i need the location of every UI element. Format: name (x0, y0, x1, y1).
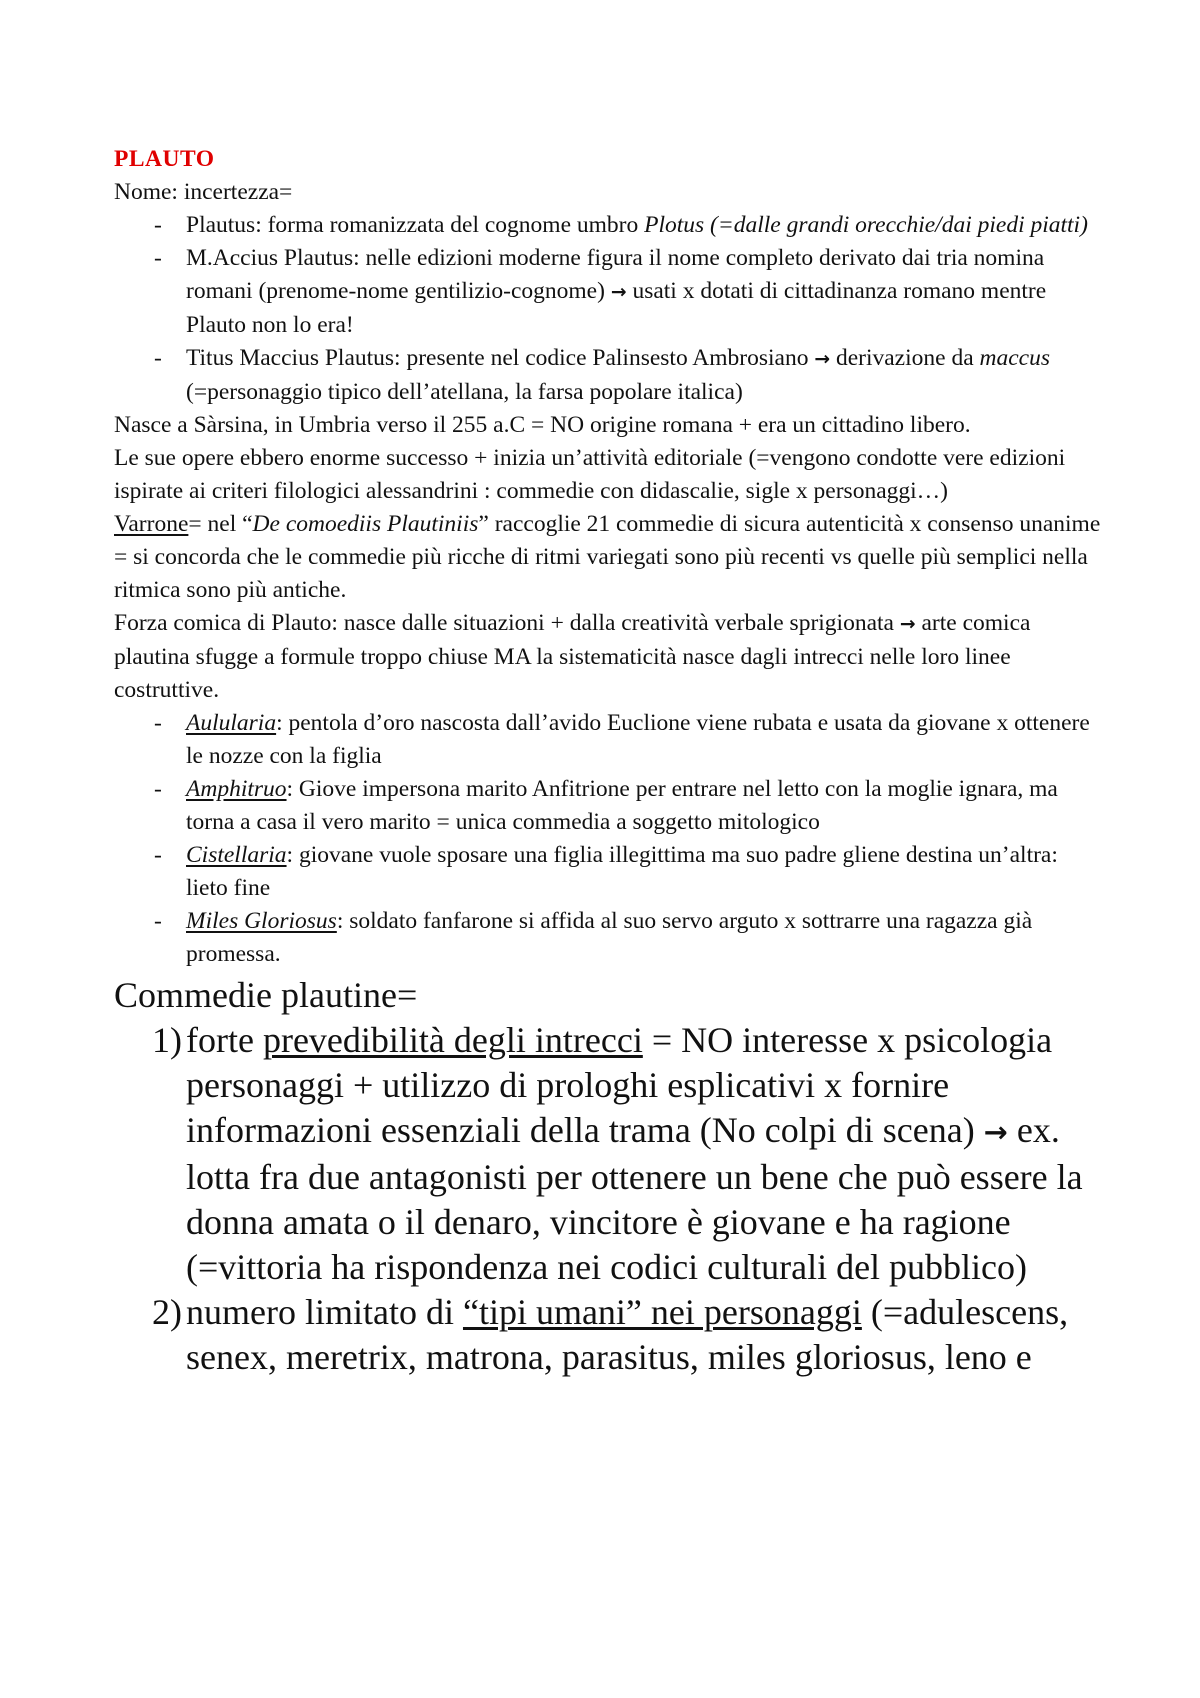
list-item (114, 1290, 1104, 1380)
list-item (114, 1018, 1104, 1290)
forza-text: Forza comica di Plauto: nasce dalle situazioni + dalla creatività verbale sprigionata (114, 610, 900, 636)
name-item-text: derivazione da (830, 345, 980, 371)
arrow-icon: → (983, 1115, 1008, 1149)
play-description: : Giove impersona marito Anfitrione per entrare nel letto con la moglie ignara, ma torna a casa il vero marito = unica commedia a soggetto mitologico (186, 776, 1058, 835)
name-intro: Nome: incertezza= (114, 179, 293, 205)
varrone-paragraph (114, 508, 1104, 607)
bullet: - (154, 776, 162, 802)
play-description: : pentola d’oro nascosta dall’avido Euclione viene rubata e usata da giovane x ottenere le nozze con la figlia (186, 710, 1090, 769)
opere-paragraph: Le sue opere ebbero enorme successo + inizia un’attività editoriale (=vengono condotte vere edizioni ispirate ai criteri filologici alessandrini : commedie con didascalie, sigle x personaggi…) (114, 445, 1066, 504)
list-item (114, 839, 1104, 905)
commedie-text: ex. lotta fra due antagonisti per ottenere un bene che può essere la donna amata o il denaro, vincitore è giovane e ha ragione (=vittoria ha rispondenza nei codici culturali del pubblico) (186, 1110, 1083, 1287)
play-title: Amphitruo (186, 776, 287, 802)
document-body (114, 143, 1104, 1380)
name-item-text: Titus Maccius Plautus: presente nel codice Palinsesto Ambrosiano (186, 345, 815, 371)
forza-text: arte comica plautina sfugge a formule troppo chiuse MA la sistematicità nasce dagli intrecci nelle loro linee costruttive. (114, 610, 1031, 703)
list-item (114, 707, 1104, 773)
name-item-italic: maccus (979, 345, 1050, 371)
nasce-paragraph: Nasce a Sàrsina, in Umbria verso il 255 a.C = NO origine romana + era un cittadino libero. (114, 412, 971, 438)
forza-paragraph (114, 607, 1104, 707)
document-title: PLAUTO (114, 146, 215, 172)
bullet: - (154, 908, 162, 934)
play-title: Aulularia (186, 710, 277, 736)
list-item (114, 242, 1104, 342)
play-description: : soldato fanfarone si affida al suo servo arguto x sottrarre una ragazza già promessa. (186, 908, 1033, 967)
list-item (114, 342, 1104, 409)
name-item-text: usati x dotati di cittadinanza romano mentre Plauto non lo era! (186, 278, 1047, 338)
varrone-text: ” raccoglie 21 commedie di sicura autenticità x consenso unanime = si concorda che le commedie più ricche di ritmi variegati sono più recenti vs quelle più semplici nella ritmica sono più antiche. (114, 511, 1101, 603)
varrone-text: = nel “ (188, 511, 253, 537)
bullet: - (154, 842, 162, 868)
name-item-text: Plautus: forma romanizzata del cognome umbro (186, 212, 645, 238)
arrow-icon: → (899, 614, 916, 635)
commedie-text: numero limitato di (186, 1292, 463, 1332)
name-item-text: (=personaggio tipico dell’atellana, la farsa popolare italica) (186, 379, 743, 405)
varrone-name: Varrone (114, 511, 189, 537)
name-item-italic: Plotus (=dalle grandi orecchie/dai piedi piatti) (644, 212, 1088, 238)
commedie-list (114, 1018, 1104, 1380)
plays-list (114, 707, 1104, 971)
bullet: - (154, 245, 162, 271)
commedie-text: (=adulescens, senex, meretrix, matrona, parasitus, miles gloriosus, leno e (186, 1292, 1069, 1377)
arrow-icon: → (610, 282, 627, 303)
section-heading: Commedie plautine= (114, 975, 418, 1015)
list-number: 2) (152, 1292, 182, 1332)
list-item (114, 773, 1104, 839)
bullet: - (154, 212, 162, 238)
commedie-text: = NO interesse x psicologia personaggi + utilizzo di prologhi esplicativi x fornire informazioni essenziali della trama (No colpi di scena) (186, 1020, 1053, 1150)
play-title: Miles Gloriosus (186, 908, 337, 934)
varrone-work-title: De comoediis Plautiniis (252, 511, 479, 537)
commedie-underline: prevedibilità degli intrecci (262, 1020, 643, 1060)
commedie-underline: “tipi umani” nei personaggi (462, 1292, 862, 1332)
play-title: Cistellaria (186, 842, 287, 868)
name-item-text: M.Accius Plautus: nelle edizioni moderne figura il nome completo derivato dai tria nomina romani (prenome-nome gentilizio-cognome) (186, 245, 1045, 304)
commedie-text: forte (186, 1020, 263, 1060)
list-item (114, 905, 1104, 971)
list-item (114, 209, 1104, 242)
bullet: - (154, 345, 162, 371)
list-number: 1) (152, 1020, 182, 1060)
arrow-icon: → (814, 349, 831, 370)
play-description: : giovane vuole sposare una figlia illegittima ma suo padre gliene destina un’altra: lieto fine (186, 842, 1058, 901)
name-list (114, 209, 1104, 409)
bullet: - (154, 710, 162, 736)
